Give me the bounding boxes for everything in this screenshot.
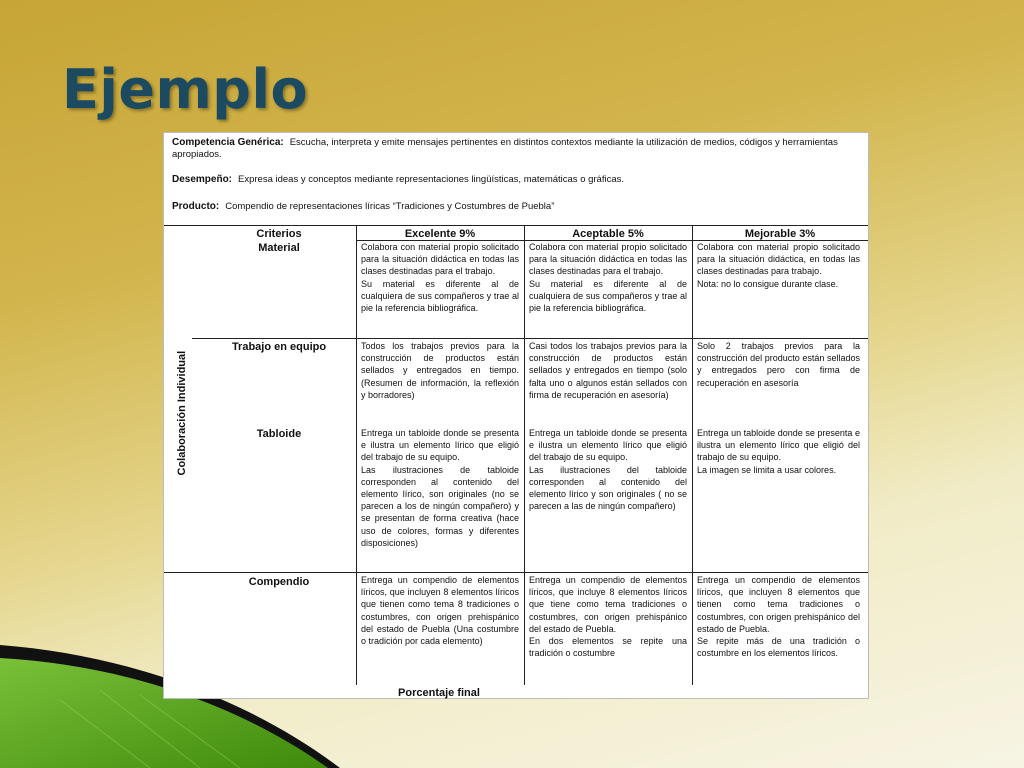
cell-tabloide-aceptable: Entrega un tabloide donde se presenta e ilustra un elemento lírico que eligió del trabajo de su equipo. Las ilustraciones del tabloide corresponden al contenido del elemento lírico y son originales ( no se parecen a las de ningún compañero) (529, 428, 687, 512)
cell-compendio-aceptable: Entrega un compendio de elementos líricos, que incluye 8 elementos líricos que tiene como tema tradiciones o costumbres, con origen prehispánico del estado de Puebla. En dos elementos se repite una tradición o costumbre (529, 575, 687, 659)
cell-material-excelente: Colabora con material propio solicitado para la situación didáctica en todas las clases destinadas para el trabajo. Su material es diferente al de cualquiera de sus compañeros y trae al pie la referencia bibliográfica. (361, 242, 519, 314)
producto-line (172, 200, 862, 213)
competencia-line (172, 136, 862, 162)
col-divider-1 (356, 225, 357, 685)
col-excelente: Excelente 9% (404, 228, 476, 240)
cell-trabajo-excelente: Todos los trabajos previos para la construcción de productos están sellados y entregados en tiempo. (Resumen de información, la reflexión y borradores) (361, 341, 519, 400)
row-divider-compendio (164, 572, 868, 573)
cell-compendio-excelente: Entrega un compendio de elementos líricos, que incluyen 8 elementos líricos que tienen como tema 8 tradiciones o costumbres, con origen prehispánico del estado de Puebla (Una costumbre o tradición por cada elemento) (361, 575, 519, 647)
row-divider-material (192, 338, 868, 339)
competencia-text: Escucha, interpreta y emite mensajes pertinentes en distintos contextos mediante la utilización de medios, códigos y herramientas apropiados. (172, 137, 838, 161)
desempeno-text: Expresa ideas y conceptos mediante representaciones lingüísticas, matemáticas o gráficas. (238, 174, 625, 185)
desempeno-line (172, 173, 862, 186)
producto-label: Producto: (172, 201, 220, 212)
side-label (172, 338, 192, 488)
row-label-tabloide: Tabloide (256, 428, 302, 440)
competencia-label: Competencia Genérica: (172, 137, 284, 148)
col-divider-3 (692, 225, 693, 685)
col-criterios: Criterios (256, 228, 302, 240)
cell-trabajo-aceptable: Casi todos los trabajos previos para la construcción de productos están sellados y entregados en tiempo (solo falta uno o algunos están sellados con firma de recuperación en asesoría) (529, 341, 687, 400)
cell-tabloide-excelente: Entrega un tabloide donde se presenta e ilustra un elemento lírico que eligió del trabajo de su equipo. Las ilustraciones de tabloide corresponden al contenido del elemento lírico, son originales (no se parecen a los de ningún compañero) y se presentan de forma creativa (hace uso de colores, formas y diferentes disposiciones) (361, 428, 519, 548)
cell-tabloide-mejorable: Entrega un tabloide donde se presenta e ilustra un elemento lírico que eligió del trabajo de su equipo. La imagen se limita a usar colores. (697, 428, 860, 475)
cell-material-aceptable: Colabora con material propio solicitado para la situación didáctica en todas las clases destinadas para el trabajo. Su material es diferente al de cualquiera de sus compañeros y trae al pie la referencia bibliográfica. (529, 242, 687, 314)
side-label-text: Colaboración Individual (175, 350, 188, 476)
slide-title: Ejemplo (62, 58, 309, 121)
cell-trabajo-mejorable: Solo 2 trabajos previos para la construcción del producto están sellados y entregados pero con firma de recuperación en asesoría (697, 341, 860, 388)
row-label-trabajo: Trabajo en equipo (231, 341, 327, 353)
producto-text: Compendio de representaciones líricas “Tradiciones y Costumbres de Puebla” (225, 201, 555, 212)
col-divider-2 (524, 225, 525, 685)
desempeno-label: Desempeño: (172, 174, 233, 185)
row-label-compendio: Compendio (248, 576, 310, 588)
row-label-material: Material (258, 242, 300, 254)
cell-compendio-mejorable: Entrega un compendio de elementos líricos, que incluyen 8 elementos que tienen como tema tradiciones o costumbres, con origen prehispánico del estado de Puebla. Se repite más de una tradición o costumbre en los elementos líricos. (697, 575, 860, 659)
porcentaje-final: Porcentaje final (398, 687, 480, 699)
col-mejorable: Mejorable 3% (744, 228, 816, 240)
col-aceptable: Aceptable 5% (572, 228, 644, 240)
cell-material-mejorable: Colabora con material propio solicitado para la situación didáctica, en todas las clases destinadas para trabajo. Nota: no lo consigue durante clase. (697, 242, 860, 289)
rubric-document (163, 132, 869, 699)
table-top-border (164, 225, 868, 226)
